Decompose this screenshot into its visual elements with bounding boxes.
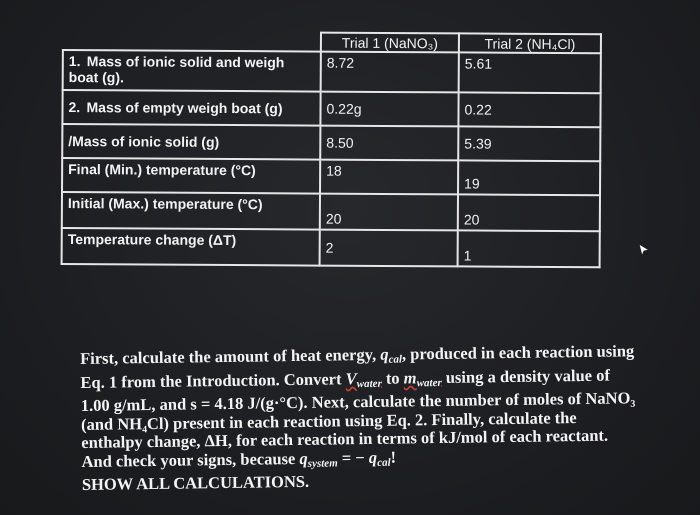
table-row bbox=[62, 124, 600, 161]
trial1-header: Trial 1 (NaNO₃) bbox=[321, 33, 459, 53]
instr-segment: First, calculate the amount of heat energy, bbox=[79, 344, 377, 368]
q-cal2-sub: cal bbox=[377, 456, 391, 469]
table-row bbox=[62, 228, 600, 267]
row-number: 1. bbox=[68, 53, 81, 70]
v-water-base: V bbox=[345, 368, 357, 388]
header-blank-cell bbox=[63, 31, 321, 52]
row-label: Mass of empty weigh boat (g) bbox=[86, 99, 283, 117]
instr-segment: = − bbox=[341, 447, 365, 467]
q-cal-base: q bbox=[380, 344, 389, 364]
trial1-value: 2 bbox=[320, 230, 458, 267]
table-row bbox=[62, 192, 600, 231]
v-water-sub: water bbox=[356, 377, 382, 390]
m-water-base: m bbox=[403, 367, 417, 387]
trial2-header: Trial 2 (NH₄Cl) bbox=[459, 33, 601, 53]
trial2-value: 1 bbox=[458, 230, 600, 267]
trial1-value: 18 bbox=[320, 160, 458, 195]
row-number: 2. bbox=[68, 99, 81, 116]
row-label: Initial (Max.) temperature (°C) bbox=[67, 195, 263, 213]
row-label-cell bbox=[62, 228, 320, 266]
q-cal2-base: q bbox=[368, 447, 378, 467]
row-label: /Mass of ionic solid (g) bbox=[68, 133, 220, 150]
m-water-sub: water bbox=[416, 376, 442, 389]
trial2-value: 19 bbox=[458, 160, 600, 195]
instr-segment: to bbox=[385, 368, 400, 388]
show-calculations-line: SHOW ALL CALCULATIONS. bbox=[81, 471, 310, 494]
trial1-value: 20 bbox=[320, 194, 458, 231]
instructions-paragraph bbox=[80, 342, 642, 476]
data-table bbox=[61, 30, 602, 268]
m-water-symbol bbox=[404, 367, 442, 387]
row-label-cell bbox=[62, 90, 320, 126]
row-label-cell bbox=[62, 158, 320, 194]
q-cal-sub: cal bbox=[388, 353, 403, 366]
row-label-cell bbox=[62, 124, 320, 160]
table-row bbox=[62, 90, 600, 127]
row-label: Final (Min.) temperature (°C) bbox=[68, 161, 256, 179]
trial2-value: 5.61 bbox=[459, 52, 601, 93]
trial2-value: 5.39 bbox=[458, 126, 600, 161]
q-system-symbol bbox=[299, 448, 337, 468]
row-label-cell bbox=[63, 50, 321, 92]
trial1-value: 0.22g bbox=[320, 92, 458, 127]
row-label: Temperature change (ΔT) bbox=[67, 231, 237, 249]
trial1-value: 8.72 bbox=[321, 52, 459, 93]
trial1-value: 8.50 bbox=[320, 126, 458, 161]
instr-segment: using a density value of 1.00 g/mL, and s = 4.18 J/(g·°C). Next, calculate the number of moles of NaNO₃ (and NH₄Cl) present in each reaction using Eq. 2. Finally, calculate the enthalpy change, ΔH, for each reaction in terms of kJ/mol of each reactant. And check your signs, because bbox=[80, 365, 636, 471]
q-cal-symbol bbox=[380, 345, 402, 364]
instr-segment: ! bbox=[390, 447, 397, 467]
row-label: Mass of ionic solid and weigh boat (g). bbox=[68, 53, 285, 86]
instr-segment: , produced in each reaction using Eq. 1 from the Introduction. Convert bbox=[80, 341, 635, 392]
pointer-cursor-icon bbox=[637, 243, 651, 257]
trial2-value: 0.22 bbox=[458, 92, 600, 127]
instructions-text bbox=[80, 342, 642, 494]
q-cal-symbol-2 bbox=[368, 447, 391, 469]
trial2-value: 20 bbox=[458, 194, 600, 231]
row-label-cell bbox=[62, 192, 320, 230]
q-system-sub: system bbox=[307, 456, 338, 470]
table-row bbox=[62, 158, 600, 195]
table-row bbox=[63, 50, 601, 93]
v-water-symbol bbox=[346, 368, 382, 388]
q-system-base: q bbox=[299, 448, 308, 468]
